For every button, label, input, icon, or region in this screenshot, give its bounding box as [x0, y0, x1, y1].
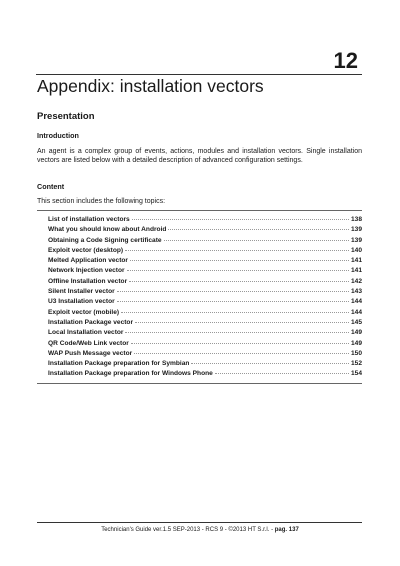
toc-dot-leader [131, 343, 349, 344]
subheading-introduction: Introduction [37, 131, 79, 140]
toc-entry[interactable] [48, 237, 362, 247]
toc-entry-label[interactable]: Obtaining a Code Signing certificate [48, 236, 162, 244]
introduction-paragraph: An agent is a complex group of events, actions, modules and installation vectors. Single installation vectors are listed below with a detailed description of advanced configuration settings. [37, 148, 362, 164]
toc-entry-label[interactable]: Installation Package preparation for Symbian [48, 360, 190, 368]
toc-entry-page: 149 [350, 339, 362, 347]
toc-entry[interactable] [48, 267, 362, 277]
toc-entry-label[interactable]: WAP Push Message vector [48, 349, 133, 357]
footer-page-number: pag. 137 [274, 527, 299, 533]
toc-dot-leader [134, 353, 349, 354]
toc-entry[interactable] [48, 360, 362, 370]
toc-entry-page: 144 [350, 298, 362, 306]
toc-dot-leader [130, 260, 349, 261]
page-footer [0, 527, 400, 533]
toc-entry[interactable] [48, 350, 362, 360]
toc-entry-label[interactable]: Exploit vector (mobile) [48, 308, 120, 316]
toc-entry-page: 141 [350, 257, 362, 265]
toc-entry[interactable] [48, 278, 362, 288]
toc-entry-label[interactable]: Installation Package preparation for Windows Phone [48, 370, 213, 378]
toc-entry-label[interactable]: Offline Installation vector [48, 277, 128, 285]
toc-entry-page: 154 [350, 370, 362, 378]
toc-dot-leader [125, 332, 349, 333]
toc-entry-page: 139 [350, 226, 362, 234]
toc-entry[interactable] [48, 329, 362, 339]
content-intro-text: This section includes the following topics: [37, 198, 166, 205]
toc-entry[interactable] [48, 319, 362, 329]
chapter-number: 12 [333, 48, 358, 73]
toc-entry-page: 144 [350, 308, 362, 316]
chapter-divider [36, 74, 362, 75]
toc-dot-leader [117, 301, 349, 302]
toc-entry-page: 150 [350, 349, 362, 357]
toc-dot-leader [125, 250, 349, 251]
toc-entry-page: 145 [350, 318, 362, 326]
toc-entry-page: 138 [350, 216, 362, 223]
toc-entry-label[interactable]: List of installation vectors [48, 216, 130, 223]
toc-dot-leader [127, 270, 349, 271]
toc-top-divider [37, 210, 362, 211]
subheading-content: Content [37, 182, 65, 191]
toc-entry-page: 143 [350, 288, 362, 296]
toc-entry-label[interactable]: Network Injection vector [48, 267, 125, 275]
toc-dot-leader [121, 312, 349, 313]
toc-entry-page: 141 [350, 267, 362, 275]
toc-dot-leader [215, 373, 349, 374]
toc-dot-leader [135, 322, 349, 323]
toc-entry[interactable] [48, 370, 362, 380]
toc-entry-label[interactable]: Silent Installer vector [48, 288, 115, 296]
toc-entry-label[interactable]: Installation Package vector [48, 318, 134, 326]
toc-entry-label[interactable]: Melted Application vector [48, 257, 128, 265]
footer-divider [37, 522, 362, 523]
toc-entry[interactable] [48, 309, 362, 319]
toc-bottom-divider [37, 383, 362, 384]
toc-dot-leader [132, 219, 349, 220]
chapter-title: Appendix: installation vectors [37, 76, 264, 96]
toc-entry-label[interactable]: What you should know about Android [48, 226, 167, 234]
toc-dot-leader [164, 240, 349, 241]
toc-entry[interactable] [48, 216, 362, 226]
section-heading-presentation: Presentation [37, 111, 95, 122]
table-of-contents [48, 216, 362, 381]
toc-dot-leader [129, 281, 349, 282]
toc-entry[interactable] [48, 288, 362, 298]
toc-entry[interactable] [48, 247, 362, 257]
toc-entry-label[interactable]: QR Code/Web Link vector [48, 339, 129, 347]
toc-entry-page: 149 [350, 329, 362, 337]
toc-entry[interactable] [48, 340, 362, 350]
toc-entry[interactable] [48, 298, 362, 308]
footer-text: Technician's Guide ver.1.5 SEP-2013 - RCS 9 - ©2013 HT S.r.l. - [101, 527, 275, 533]
toc-entry-page: 140 [350, 246, 362, 254]
toc-dot-leader [117, 291, 349, 292]
toc-dot-leader [168, 229, 349, 230]
toc-entry-label[interactable]: Exploit vector (desktop) [48, 246, 124, 254]
toc-entry[interactable] [48, 257, 362, 267]
toc-entry-page: 139 [350, 236, 362, 244]
toc-entry-page: 152 [350, 360, 362, 368]
toc-entry-page: 142 [350, 277, 362, 285]
toc-entry-label[interactable]: U3 Installation vector [48, 298, 115, 306]
toc-dot-leader [191, 363, 349, 364]
toc-entry-label[interactable]: Local Installation vector [48, 329, 124, 337]
toc-entry[interactable] [48, 226, 362, 236]
